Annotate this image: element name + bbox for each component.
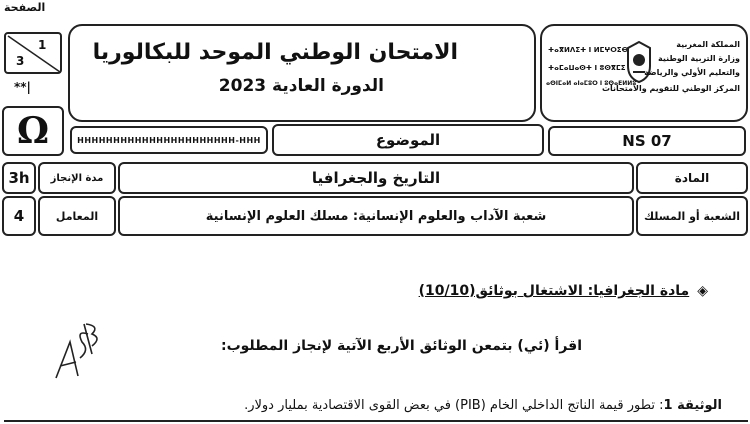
coat-of-arms-icon — [624, 40, 654, 84]
omega-logo-box — [2, 106, 64, 156]
subject-label: المادة — [636, 162, 748, 194]
exam-code: NS 07 — [548, 126, 746, 156]
handwritten-asb-icon — [48, 320, 102, 384]
page-label: الصفحة — [4, 1, 46, 14]
duration-label: مدة الإنجاز — [38, 162, 116, 194]
document-1-text: : تطور قيمة الناتج الداخلي الخام (PIB) في بعض القوى الاقتصادية بمليار دولار. — [244, 398, 664, 413]
exam-session: الدورة العادية 2023 — [218, 76, 384, 96]
page-marks: **| — [14, 80, 31, 94]
ministry-tifinagh-3: ⴰⵙⵏⵎⴰⵍ ⴰⵏⴰⵎⵓⵔ ⵏ ⵓⵙⴰⴹⵍⵍⵓ — [546, 80, 637, 87]
stream-name: شعبة الآداب والعلوم الإنسانية: مسلك العلوم الإنسانية — [118, 196, 634, 236]
document-1-label: الوثيقة 1 — [663, 398, 722, 413]
ministry-line-2: وزارة التربية الوطنية — [657, 54, 740, 63]
document-1-caption — [244, 398, 722, 413]
ministry-tifinagh-1: ⵜⴰⴳⵍⴷⵉⵜ ⵏ ⵍⵎⵖⵔⵉⴱ — [548, 46, 629, 54]
section-title-text: مادة الجغرافيا: الاشتغال بوثائق(10/10) — [418, 283, 690, 299]
subject-name: التاريخ والجغرافيا — [118, 162, 634, 194]
table-top-border — [4, 420, 748, 422]
page-divider-line — [6, 34, 62, 74]
stream-label: الشعبة أو المسلك — [636, 196, 748, 236]
section-bullet-icon: ◈ — [697, 283, 708, 299]
title-box — [68, 24, 536, 122]
ministry-line-1: المملكة المغربية — [676, 40, 740, 49]
handwritten-signature — [48, 320, 102, 380]
page-number: 1 — [38, 38, 47, 52]
barcode-field: HHHHHHHHHHHHHHHHHHHHHH-HHH — [70, 126, 268, 154]
ministry-line-4: المركز الوطني للتقويم والامتحانات — [601, 84, 740, 93]
omega-icon: Ω — [16, 110, 50, 152]
coefficient-value: 4 — [2, 196, 36, 236]
page-number-box — [4, 32, 62, 74]
instruction-text: اقرأ (ئي) بتمعن الوثائق الأربع الآتية لإنجاز المطلوب: — [220, 338, 582, 354]
exam-title: الامتحان الوطني الموحد للبكالوريا — [92, 40, 458, 65]
topic-label: الموضوع — [272, 124, 544, 156]
ministry-tifinagh-2: ⵜⴰⵎⴰⵡⴰⵙⵜ ⵏ ⵓⵙⴳⵎⵉ — [548, 64, 626, 72]
ministry-line-3: والتعليم الأولي والرياضة — [644, 68, 740, 77]
duration-value: 3h — [2, 162, 36, 194]
coefficient-label: المعامل — [38, 196, 116, 236]
section-title — [419, 283, 708, 299]
ministry-box — [540, 24, 748, 122]
page-total: 3 — [16, 54, 25, 68]
